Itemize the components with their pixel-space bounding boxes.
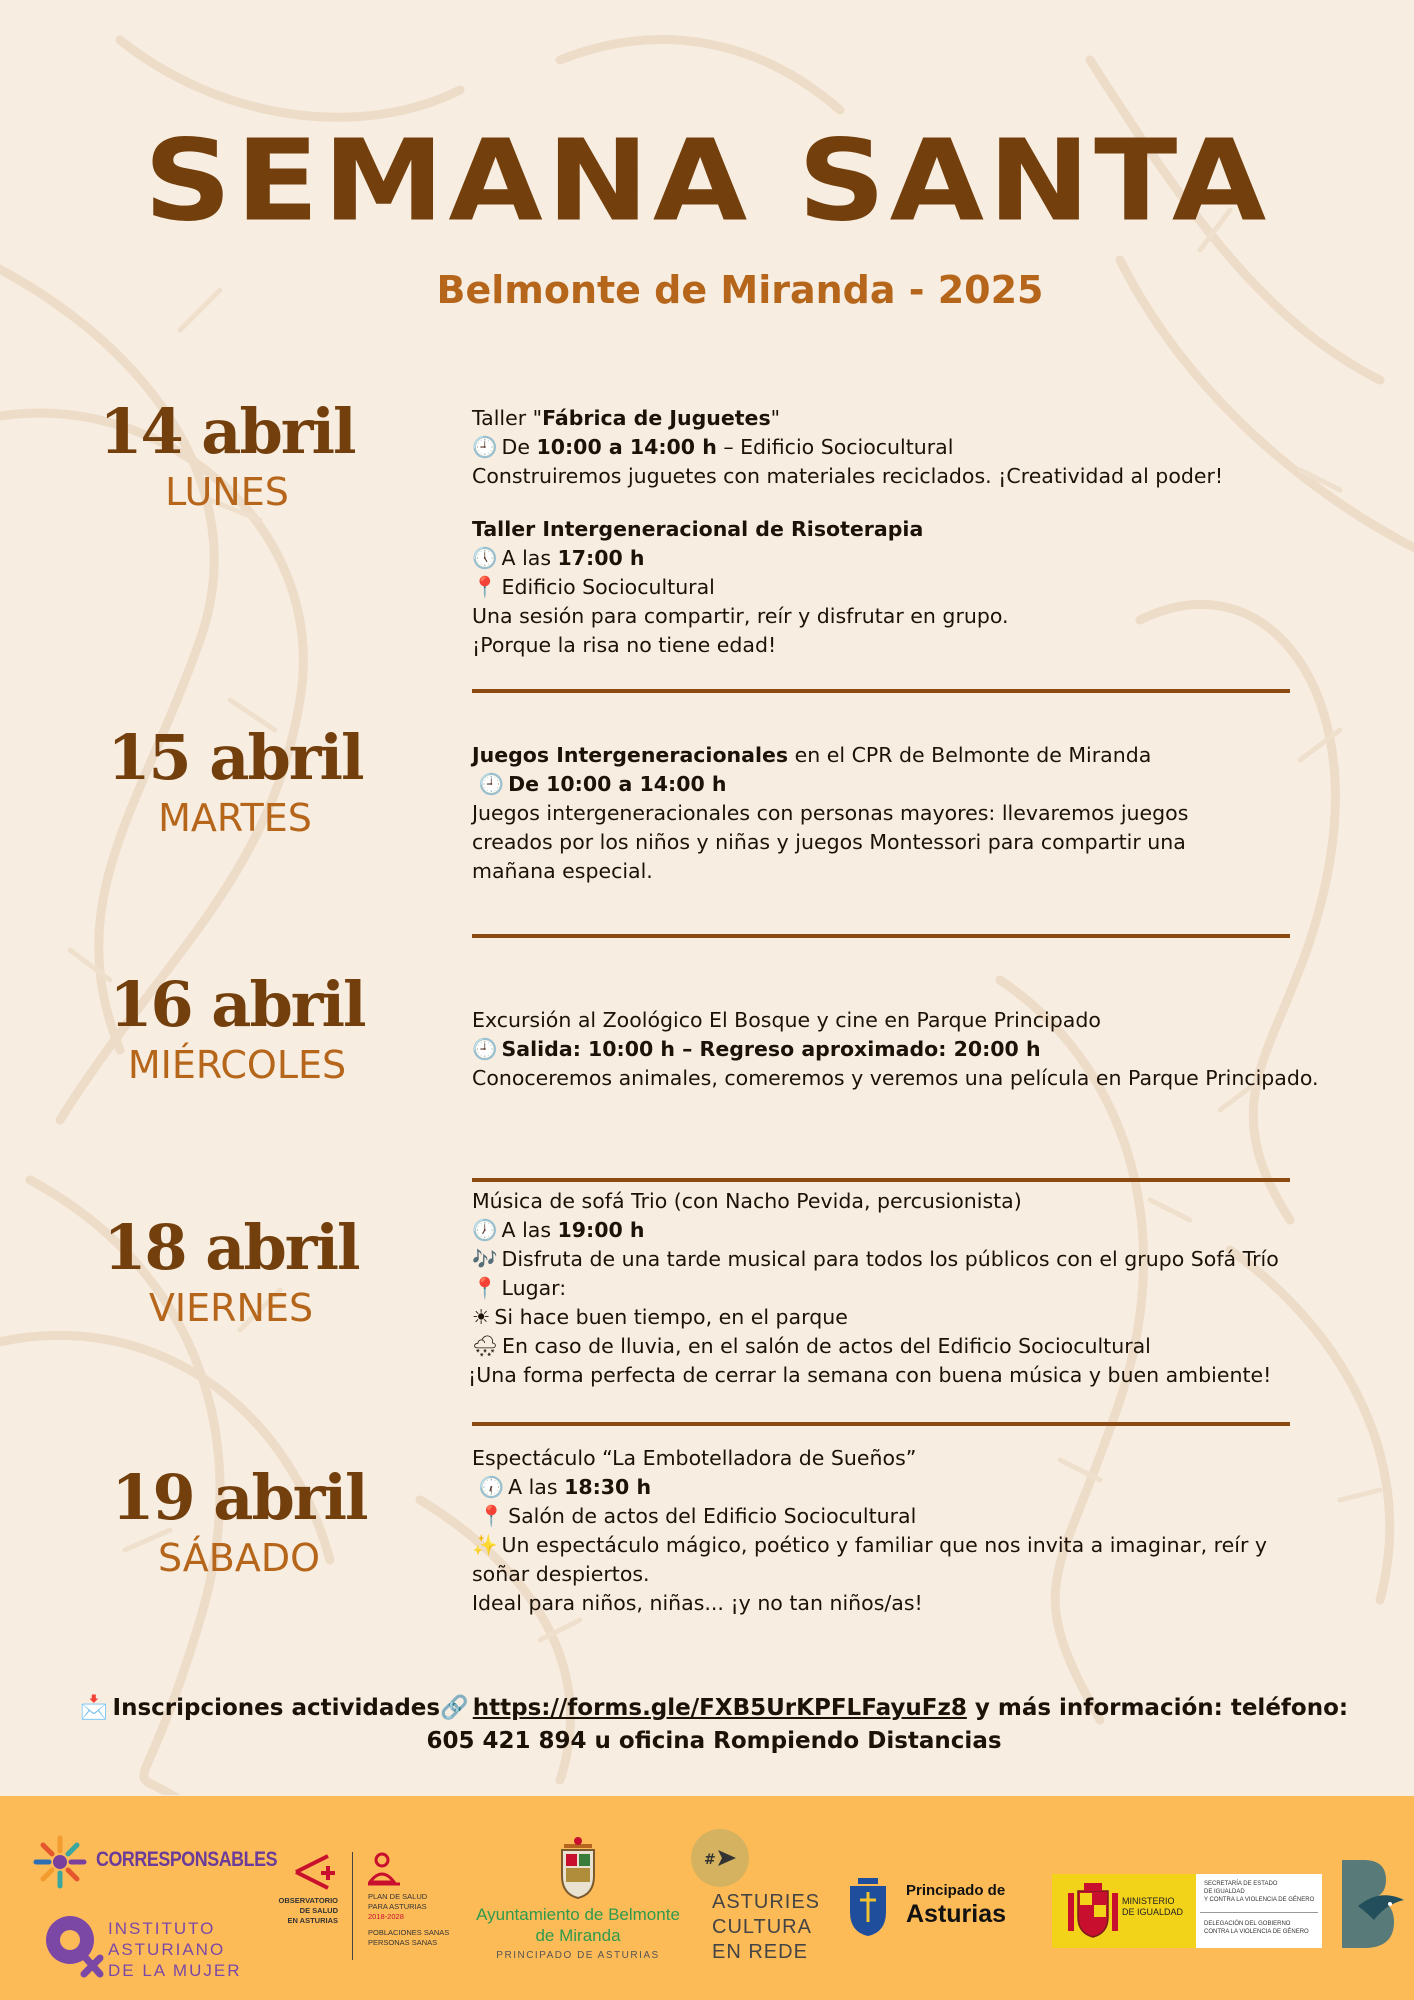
day-heading [62,395,392,515]
registration-link[interactable]: https://forms.gle/FXB5UrKPFLFayuFz8 [472,1695,967,1721]
event-time: 🕖 A las 19:00 h [472,1216,1332,1245]
day-weekday: VIERNES [148,1286,314,1331]
cultura-text: ASTURIES [712,1891,821,1913]
day-weekday: SÁBADO [157,1536,321,1581]
section-divider [472,1178,1290,1182]
registration-info [0,1692,1414,1758]
event-closing: ¡Una forma perfecta de cerrar la semana con buena música y buen ambiente! [468,1363,1272,1387]
day-weekday: MIÉRCOLES [127,1043,347,1088]
cultura-text: EN REDE [712,1941,808,1963]
cultura-icon [690,1828,750,1888]
delegacion-text: DELEGACIÓN DEL GOBIERNO [1204,1921,1291,1927]
plan-salud-text: PLAN DE SALUD [368,1892,428,1901]
event-time: 🕘 De 10:00 a 14:00 h [472,770,1332,799]
clock-icon: 🕘 [472,435,498,459]
page-subtitle: Belmonte de Miranda - 2025 [436,268,1044,312]
bird-logo-icon [1334,1856,1412,1952]
event-music: 🎶 Disfruta de una tarde musical para todos los públicos con el grupo Sofá Trío [472,1245,1332,1274]
coat-of-arms-icon [556,1836,600,1900]
sparkles-icon: ✨ [472,1533,498,1557]
day-heading [72,968,402,1088]
cultura-en-rede-logo [690,1828,820,1988]
svg-text:#: # [704,1852,716,1868]
corresponsables-logo [32,1834,278,1894]
sun-icon: ☀ [472,1305,491,1329]
corresponsables-icon [32,1834,88,1890]
corresponsables-text: CORRESPONSABLES [96,1848,278,1871]
day-date: 16 abril [109,968,365,1041]
section-divider [472,934,1290,938]
event-time: 🕔 A las 17:00 h [472,544,1332,573]
pin-icon: 📍 [472,1276,498,1300]
clock-icon: 🕘 [478,772,505,796]
event-description: Una sesión para compartir, reír y disfrutar en grupo. [472,604,1009,628]
inbox-icon: 📩 [79,1695,109,1721]
instituto-text: ASTURIANO [108,1940,226,1959]
event-rainy: 🌨 En caso de lluvia, en el salón de actos del Edificio Sociocultural [472,1332,1332,1361]
event-block [472,1444,1332,1618]
rompiendo-distancias-logo [1334,1856,1412,1952]
plan-salud-text: POBLACIONES SANAS [368,1928,450,1937]
secretaria-text: Y CONTRA LA VIOLENCIA DE GÉNERO [1204,1897,1315,1903]
day-heading [66,1211,396,1331]
event-description: Juegos intergeneracionales con personas mayores: llevaremos juegos [472,801,1189,825]
ayuntamiento-text: Ayuntamiento de Belmonte [476,1905,680,1924]
ministerio-igualdad-logo [1052,1874,1322,1948]
link-icon: 🔗 [440,1695,469,1721]
plan-salud-text: PERSONAS SANAS [368,1938,438,1947]
day-weekday: MARTES [158,796,312,841]
event-description: Conoceremos animales, comeremos y veremos una película en Parque Principado. [472,1066,1319,1090]
day-heading [70,721,400,841]
event-block [468,1187,1332,1390]
observatorio-text: OBSERVATORIO [278,1896,338,1905]
observatorio-text: DE SALUD [299,1906,338,1915]
event-description: Ideal para niños, niñas... ¡y no tan niños/as! [472,1591,923,1615]
event-title: Espectáculo “La Embotelladora de Sueños” [472,1446,917,1470]
event-place: 📍 Edificio Sociocultural [472,573,1332,602]
event-title: Música de sofá Trio (con Nacho Pevida, percusionista) [472,1189,1022,1213]
page-title: SEMANA SANTA [143,115,1271,247]
plan-salud-text: PARA ASTURIAS [368,1902,427,1911]
event-sunny: ☀ Si hace buen tiempo, en el parque [472,1303,1332,1332]
ayuntamiento-logo [460,1836,696,1986]
ayuntamiento-subtext: PRINCIPADO DE ASTURIAS [496,1950,660,1961]
principado-shield-icon [848,1872,888,1938]
secretaria-text: DE IGUALDAD [1204,1889,1245,1895]
cultura-text: CULTURA [712,1916,812,1938]
clock-icon: 🕡 [478,1475,505,1499]
registration-line-1: 📩 Inscripciones actividades🔗 https://forms.gle/FXB5UrKPFLFayuFz8 y más información: teléfono: [0,1692,1414,1725]
clock-icon: 🕖 [472,1218,498,1242]
event-title: Taller "Fábrica de Juguetes" [472,406,781,430]
instituto-text: INSTITUTO [108,1919,216,1938]
event-time: 🕘 De 10:00 a 14:00 h – Edificio Sociocultural [472,433,1332,462]
day-heading [74,1461,404,1581]
day-date: 15 abril [107,721,363,794]
observatorio-icon [292,1852,342,1892]
ayuntamiento-text: de Miranda [535,1926,621,1945]
spain-arms-icon [1066,1881,1120,1941]
music-icon: 🎶 [472,1247,498,1271]
sponsor-logos [0,1796,1414,2000]
snow-icon: 🌨 [472,1334,499,1358]
event-block [472,404,1332,660]
event-title: Taller Intergeneracional de Risoterapia [472,517,924,541]
principado-text: Principado de [906,1882,1006,1899]
instituto-mujer-logo [44,1914,244,1986]
event-description: soñar despiertos. [472,1562,650,1586]
section-divider [472,689,1290,693]
event-description: ✨ Un espectáculo mágico, poético y familiar que nos invita a imaginar, reír y [472,1531,1332,1560]
registration-line-2: 605 421 894 u oficina Rompiendo Distancias [426,1728,1002,1754]
ministerio-text: DE IGUALDAD [1122,1907,1184,1917]
secretaria-text: SECRETARÍA DE ESTADO [1204,1881,1278,1887]
event-time: 🕡 A las 18:30 h [472,1473,1332,1502]
principado-text: Asturias [906,1900,1007,1928]
instituto-mujer-icon [44,1914,104,1978]
event-description: ¡Porque la risa no tiene edad! [472,633,777,657]
event-title: Juegos Intergeneracionales en el CPR de Belmonte de Miranda [472,743,1152,767]
event-description: Construiremos juguetes con materiales reciclados. ¡Creatividad al poder! [472,464,1224,488]
event-place: 📍 Lugar: [472,1274,1332,1303]
event-block [472,741,1332,886]
event-place: 📍 Salón de actos del Edificio Sociocultural [472,1502,1332,1531]
event-description: mañana especial. [472,859,653,883]
clock-icon: 🕔 [472,546,498,570]
day-date: 18 abril [103,1211,359,1284]
observatorio-salud-logo [276,1852,450,1982]
day-date: 14 abril [99,395,355,468]
section-divider [472,1422,1290,1426]
event-title: Excursión al Zoológico El Bosque y cine en Parque Principado [472,1008,1101,1032]
instituto-text: DE LA MUJER [108,1961,242,1980]
day-weekday: LUNES [165,470,289,515]
principado-logo [848,1872,1038,1942]
event-description: creados por los niños y niñas y juegos Montessori para compartir una [472,830,1186,854]
pin-icon: 📍 [472,575,498,599]
clock-icon: 🕘 [472,1037,498,1061]
pin-icon: 📍 [478,1504,505,1528]
day-date: 19 abril [111,1461,367,1534]
plan-salud-text: 2018-2028 [368,1912,404,1921]
plan-salud-icon [368,1852,408,1888]
delegacion-text: CONTRA LA VIOLENCIA DE GÉNERO [1204,1929,1309,1935]
ministerio-text: MINISTERIO [1122,1896,1175,1906]
event-time: 🕘 Salida: 10:00 h – Regreso aproximado: 20:00 h [472,1035,1332,1064]
event-block [472,1006,1332,1093]
observatorio-text: EN ASTURIAS [287,1916,338,1925]
